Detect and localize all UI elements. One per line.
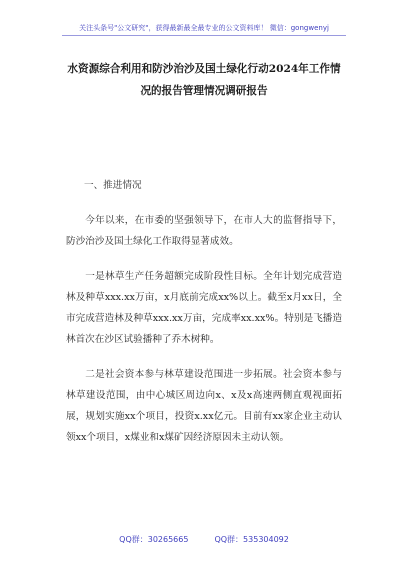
footer-qq-group-2: QQ群：535304092 <box>214 535 289 544</box>
header-banner: 关注头条号"公文研究"，获得最新最全最专业的公文资料库！ 微信：gongwenyj <box>79 24 329 32</box>
header-divider <box>62 35 346 36</box>
document-body <box>66 175 342 462</box>
paragraph-3: 二是社会资本参与林草建设范围进一步拓展。社会资本参与林草建设范围，由中心城区周边向x、x及x高速两侧直观视面拓展，规划实施xx个项目，投资x.xx亿元。目前有xx家企业主动认领xx个项目，x煤业和x煤矿因经济原因未主动认领。 <box>66 369 342 443</box>
footer-contacts <box>0 534 408 545</box>
title-line-2: 况的报告管理情况调研报告 <box>140 85 268 97</box>
title-line-1: 水资源综合利用和防沙治沙及国土绿化行动2024年工作情 <box>67 63 341 75</box>
document-title <box>40 58 368 102</box>
paragraph-2: 一是林草生产任务超额完成阶段性目标。全年计划完成营造林及种草xxx.xx万亩，x月底前完成xx%以上。截至x月xx日，全市完成营造林及种草xxx.xx万亩，完成率xx.xx%。特别是飞播造林首次在沙区试验播种了乔木树种。 <box>66 271 342 345</box>
paragraph-1: 今年以来，在市委的坚强领导下，在市人大的监督指导下，防沙治沙及国土绿化工作取得显著成效。 <box>66 215 342 247</box>
footer-qq-group-1: QQ群：30265665 <box>119 535 189 544</box>
section-heading: 一、推进情况 <box>84 180 142 191</box>
